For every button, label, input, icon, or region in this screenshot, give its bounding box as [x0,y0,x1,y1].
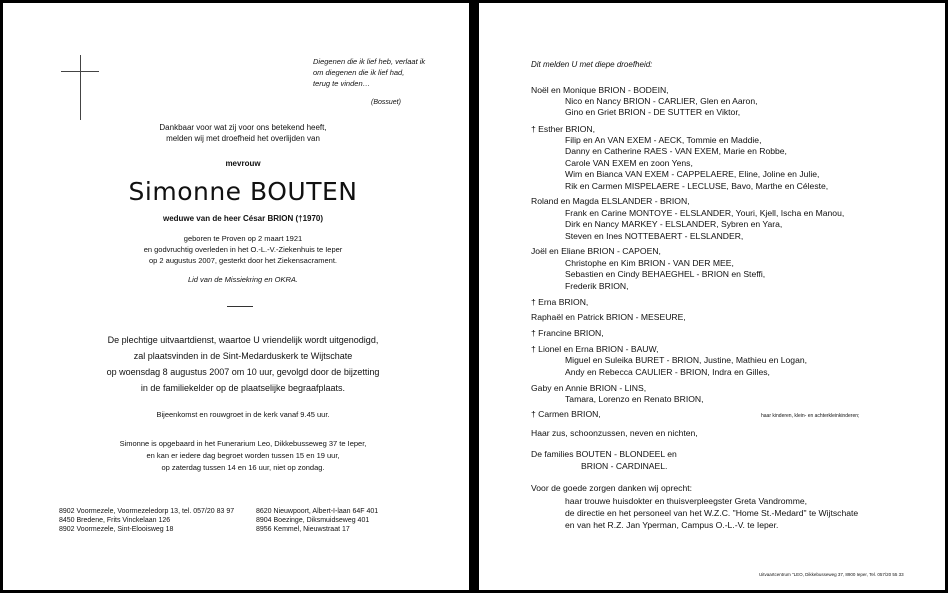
poem-author: (Bossuet) [371,99,401,106]
relative-line: Frank en Carine MONTOYE - ELSLANDER, Youri, Kjell, Ischa en Manou, [565,208,845,218]
footer-note: Uitvaartcentrum "LEO, Dikkebusseweg 37, 8900 Ieper, Tel. 057/20 55 33 [759,572,904,577]
poem-line-3: terug te vinden… [313,79,371,88]
relative-line: † Esther BRION, [531,124,595,134]
relative-line: Roland en Magda ELSLANDER - BRION, [531,196,690,206]
care-intro: Voor de goede zorgen danken wij oprecht: [531,483,693,493]
intro-line-2: melden wij met droefheid het overlijden van [166,134,320,143]
relative-line: Noël en Monique BRION - BODEIN, [531,85,669,95]
birth-line-3: op 2 augustus 2007, gesterkt door het Ziekensacrament. [148,256,338,265]
relative-line: † Erna BRION, [531,297,589,307]
funeral-line-2: zal plaatsvinden in de Sint-Medarduskerk te Wijtschate [133,351,353,361]
relative-line: Dirk en Nancy MARKEY - ELSLANDER, Sybren en Yara, [565,219,783,229]
salutation: mevrouw [225,159,261,168]
relative-line: Nico en Nancy BRION - CARLIER, Glen en Aaron, [565,96,758,106]
funeral-line-1: De plechtige uitvaartdienst, waartoe U vriendelijk wordt uitgenodigd, [107,335,379,345]
relative-line: Tamara, Lorenzo en Renato BRION, [565,394,704,404]
left-page [3,3,469,590]
families-line-1: De families BOUTEN - BLONDEEL en [531,449,677,459]
relative-line: Christophe en Kim BRION - VAN DER MEE, [565,258,734,268]
relative-line: Steven en Ines NOTTEBAERT - ELSLANDER, [565,231,744,241]
laid-out-line-1: Simonne is opgebaard in het Funerarium Leo, Dikkebusseweg 37 te Ieper, [119,439,367,448]
divider [227,306,253,307]
deceased-name: Simonne BOUTEN [128,177,358,206]
address-right-3: 8956 Kemmel, Nieuwstraat 17 [256,526,350,533]
relative-line: Frederik BRION, [565,281,629,291]
relative-line: Filip en An VAN EXEM - AECK, Tommie en Maddie, [565,135,762,145]
poem-line-1: Diegenen die ik lief heb, verlaat ik [313,57,426,66]
relative-line: † Carmen BRION, [531,409,601,419]
relative-line: Joël en Eliane BRION - CAPOEN, [531,246,661,256]
right-header: Dit melden U met diepe droefheid: [531,60,653,69]
birth-line-2: en godvruchtig overleden in het O.-L.-V.-Ziekenhuis te Ieper [143,245,343,254]
membership: Lid van de Missiekring en OKRA. [187,275,299,284]
meeting-line: Bijeenkomst en rouwgroet in de kerk vanaf 9.45 uur. [156,410,330,419]
relative-line: Carole VAN EXEM en zoon Yens, [565,158,693,168]
funeral-line-4: in de familiekelder op de plaatselijke begraafplaats. [140,383,346,393]
relative-line: Miguel en Suleika BURET - BRION, Justine, Mathieu en Logan, [565,355,808,365]
widow-line: weduwe van de heer César BRION (†1970) [162,214,324,223]
address-right-2: 8904 Boezinge, Diksmuidseweg 401 [256,517,370,524]
intro-line-1: Dankbaar voor wat zij voor ons betekend heeft, [159,123,327,132]
address-left-2: 8450 Bredene, Frits Vinckelaan 126 [59,517,171,524]
families-line-2: BRION - CARDINAEL. [581,461,668,471]
laid-out-line-2: en kan er iedere dag begroet worden tussen 15 en 19 uur, [146,451,340,460]
laid-out-line-3: op zaterdag tussen 14 en 16 uur, niet op zondag. [161,463,325,472]
right-page [479,3,945,590]
poem-line-2: om diegenen die ik lief had, [313,68,405,77]
birth-line-1: geboren te Proven op 2 maart 1921 [183,234,303,243]
relative-line: † Lionel en Erna BRION - BAUW, [531,344,659,354]
funeral-line-3: op woensdag 8 augustus 2007 om 10 uur, gevolgd door de bijzetting [106,367,380,377]
relative-line: Andy en Rebecca CAULIER - BRION, Indra en Gilles, [565,367,770,377]
siblings-line: Haar zus, schoonzussen, neven en nichten, [531,428,698,438]
relative-line: Raphaël en Patrick BRION - MESEURE, [531,312,686,322]
relative-line: Wim en Bianca VAN EXEM - CAPPELAERE, Eline, Joline en Julie, [565,169,820,179]
relative-line: Rik en Carmen MISPELAERE - LECLUSE, Bavo, Marthe en Céleste, [565,181,829,191]
care-line-2: de directie en het personeel van het W.Z.C. "Home St.-Medard" te Wijtschate [565,508,859,518]
relative-line: Gino en Griet BRION - DE SUTTER en Viktor, [565,107,741,117]
address-left-3: 8902 Voormezele, Sint-Elooisweg 18 [59,526,174,533]
care-line-1: haar trouwe huisdokter en thuisverpleegster Greta Vandromme, [565,496,808,506]
care-line-3: en van het R.Z. Jan Yperman, Campus O.-L.-V. te Ieper. [565,520,779,530]
cross-icon [80,55,81,120]
address-right-1: 8620 Nieuwpoort, Albert-I-laan 64F 401 [256,508,379,515]
address-left-1: 8902 Voormezele, Voormezeledorp 13, tel. 057/20 83 97 [59,508,235,515]
relative-line: Danny en Catherine RAES - VAN EXEM, Marie en Robbe, [565,146,787,156]
relative-line: † Francine BRION, [531,328,604,338]
relative-line: Gaby en Annie BRION - LINS, [531,383,647,393]
grandchildren-note: haar kinderen, klein- en achterkleinkinderen; [761,413,860,419]
relative-line: Sebastien en Cindy BEHAEGHEL - BRION en Steffi, [565,269,766,279]
cross-icon-bar [61,71,99,72]
